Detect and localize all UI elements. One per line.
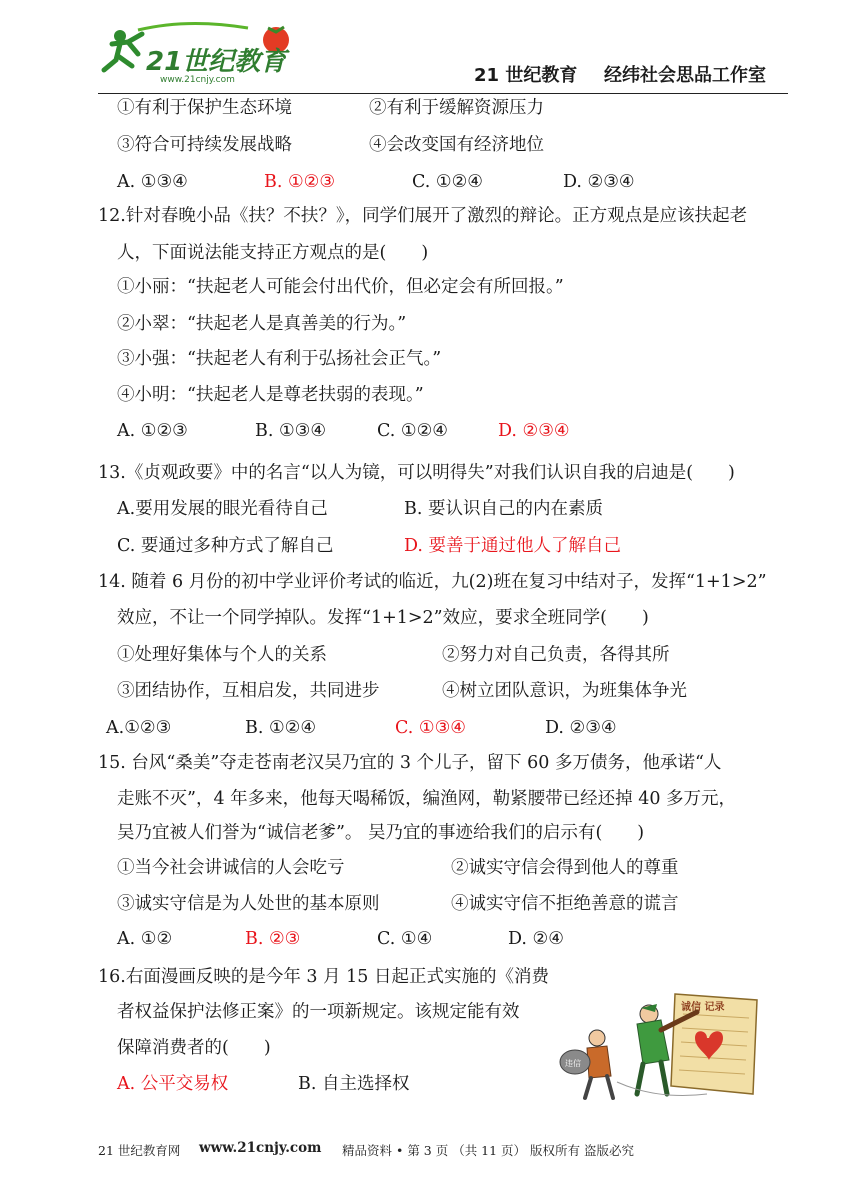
- choice-b-answer: B. ②③: [245, 929, 301, 949]
- option-statement: ②有利于缓解资源压力: [369, 98, 544, 118]
- consumer-rights-cartoon: [557, 990, 762, 1105]
- question-stem: 吴乃宜被人们誉为“诚信老爹”。 吴乃宜的事迹给我们的启示有( ): [117, 823, 645, 843]
- choice-c: C. ①②④: [377, 421, 448, 441]
- site-logo: [98, 20, 308, 86]
- footer-page-info: 精品资料 • 第 3 页 （共 11 页） 版权所有 盗版必究: [342, 1143, 634, 1158]
- svg-text:www.21cnjy.com: www.21cnjy.com: [160, 75, 235, 85]
- option-statement: ③符合可持续发展战略: [117, 135, 292, 155]
- question-stem: 15. 台风“桑美”夺走苍南老汉吴乃宜的 3 个儿子，留下 60 多万债务，他承诺“人: [98, 753, 722, 773]
- choice-b: B. 要认识自己的内在素质: [404, 499, 603, 519]
- option-statement: ①处理好集体与个人的关系: [117, 645, 327, 665]
- option-statement: ②小翠：“扶起老人是真善美的行为。”: [117, 314, 407, 334]
- choice-c: C. 要通过多种方式了解自己: [117, 536, 334, 556]
- svg-text:21世纪教育: 21世纪教育: [146, 47, 287, 77]
- choice-d-answer: D. 要善于通过他人了解自己: [404, 536, 622, 556]
- choice-c-answer: C. ①③④: [395, 718, 466, 738]
- question-stem: 12.针对春晚小品《扶？不扶？》，同学们展开了激烈的辩论。正方观点是应该扶起老: [98, 206, 748, 226]
- question-stem: 人，下面说法能支持正方观点的是( ): [117, 243, 429, 263]
- option-statement: ①当今社会讲诚信的人会吃亏: [117, 858, 345, 878]
- option-statement: ③团结协作，互相启发，共同进步: [117, 681, 380, 701]
- choice-d: D. ②③④: [563, 172, 635, 192]
- header-studio-name: 经纬社会思品工作室: [604, 65, 766, 86]
- choice-a-answer: A. 公平交易权: [117, 1074, 229, 1094]
- question-stem: 走账不灭”，4 年多来，他每天喝稀饭，编渔网，勒紧腰带已经还掉 40 多万元，: [117, 789, 737, 809]
- question-stem: 14. 随着 6 月份的初中学业评价考试的临近，九(2)班在复习中结对子，发挥“1+1>2”: [98, 572, 767, 592]
- choice-b: B. ①③④: [255, 421, 327, 441]
- cartoon-sign-text: 诚信 记录: [681, 1002, 725, 1013]
- choice-d: D. ②④: [508, 929, 564, 949]
- cartoon-tag-text: 违信: [565, 1059, 581, 1068]
- option-statement: ①小丽：“扶起老人可能会付出代价，但必定会有所回报。”: [117, 277, 564, 297]
- choice-a: A.要用发展的眼光看待自己: [117, 499, 328, 519]
- choice-b: B. 自主选择权: [298, 1074, 410, 1094]
- option-statement: ②诚实守信会得到他人的尊重: [451, 858, 679, 878]
- question-stem: 16.右面漫画反映的是今年 3 月 15 日起正式实施的《消费: [98, 967, 549, 987]
- option-statement: ③小强：“扶起老人有利于弘扬社会正气。”: [117, 349, 442, 369]
- choice-d: D. ②③④: [545, 718, 617, 738]
- choice-c: C. ①④: [377, 929, 433, 949]
- choice-b-answer: B. ①②③: [264, 172, 336, 192]
- option-statement: ③诚实守信是为人处世的基本原则: [117, 894, 380, 914]
- choice-a: A. ①③④: [117, 172, 188, 192]
- choice-c: C. ①②④: [412, 172, 483, 192]
- question-stem: 效应，不让一个同学掉队。发挥“1+1>2”效应，要求全班同学( ): [117, 608, 649, 628]
- choice-a: A.①②③: [106, 718, 172, 738]
- question-stem: 者权益保护法修正案》的一项新规定。该规定能有效: [117, 1002, 520, 1022]
- footer-url[interactable]: www.21cnjy.com: [199, 1140, 322, 1156]
- option-statement: ②努力对自己负责，各得其所: [442, 645, 670, 665]
- footer-site: 21 世纪教育网: [98, 1143, 181, 1158]
- option-statement: ④诚实守信不拒绝善意的谎言: [451, 894, 679, 914]
- header-site-name: 21 世纪教育: [474, 65, 578, 86]
- header-divider: [98, 93, 788, 94]
- question-stem: 保障消费者的( ): [117, 1038, 271, 1058]
- choice-a: A. ①②③: [117, 421, 188, 441]
- choice-b: B. ①②④: [245, 718, 317, 738]
- option-statement: ④小明：“扶起老人是尊老扶弱的表现。”: [117, 385, 424, 405]
- choice-a: A. ①②: [117, 929, 173, 949]
- choice-d-answer: D. ②③④: [498, 421, 570, 441]
- option-statement: ④树立团队意识，为班集体争光: [442, 681, 687, 701]
- question-stem: 13.《贞观政要》中的名言“以人为镜，可以明得失”对我们认识自我的启迪是( ): [98, 463, 735, 483]
- option-statement: ①有利于保护生态环境: [117, 98, 292, 118]
- option-statement: ④会改变国有经济地位: [369, 135, 544, 155]
